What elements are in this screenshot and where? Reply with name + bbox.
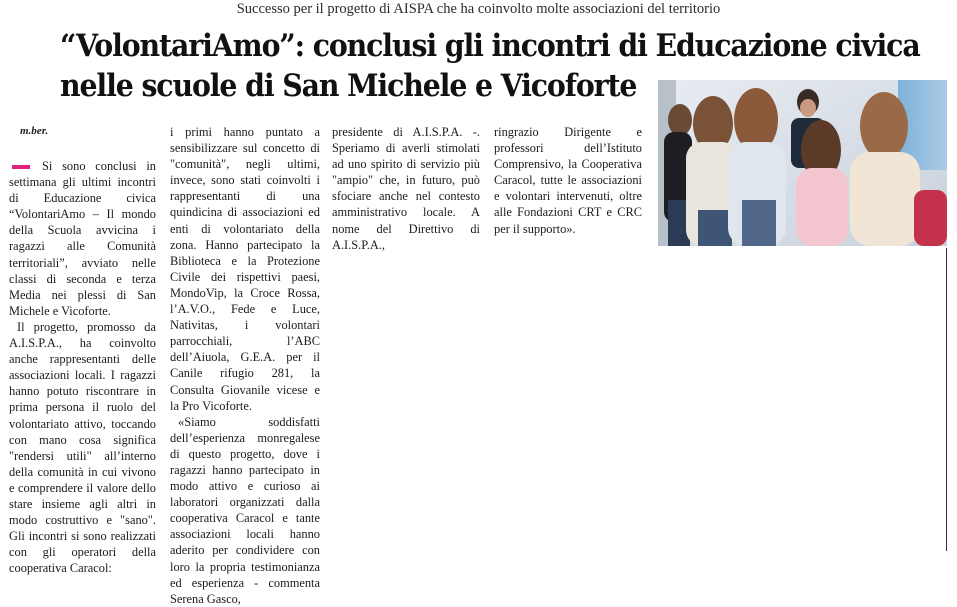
column-rule: [946, 248, 947, 551]
column-3-paragraph-1: presidente di A.I.S.P.A. -. Speriamo di averli stimolati ad uno spirito di servizio più "ampio" che, in futuro, può sfociare anche nel contesto amministrativo locale. A nome del Direttivo di A.I.S.P.A.,: [332, 125, 480, 252]
lead-marker: [12, 165, 30, 169]
author-byline: m.ber.: [20, 125, 49, 137]
students-photo-illustration: [658, 80, 947, 246]
article-column-4: [494, 124, 642, 237]
article-photo: [658, 80, 947, 246]
column-1-paragraph-1-text: Si sono conclusi in settimana gli ultimi incontri di Educazione civica “VolontariAmo – Il mondo della Scuola avvicina i ragazzi alle Comunità territoriali”, avviato nelle classi di seconda e terza Media nei plessi di San Michele e Vicoforte.: [9, 159, 156, 318]
column-4-paragraph-1: ringrazio Dirigente e professori dell’Istituto Comprensivo, la Cooperativa Caracol, tutte le associazioni e volontari intervenuti, oltre alle Fondazioni CRT e CRC per il supporto».: [494, 125, 642, 236]
article-column-2: [170, 124, 320, 607]
column-1-paragraph-1: [9, 158, 156, 319]
article-column-1: [9, 158, 156, 576]
headline-line-1: “VolontariAmo”: conclusi gli incontri di Educazione civica: [60, 28, 920, 64]
article-column-3: [332, 124, 480, 253]
kicker: Successo per il progetto di AISPA che ha coinvolto molte associazioni del territorio: [236, 1, 721, 17]
column-2-paragraph-2: «Siamo soddisfatti dell’esperienza monregalese di questo progetto, dove i ragazzi hanno partecipato in modo attivo e curioso ai laboratori organizzati dalla cooperativa Caracol e tante associazioni locali hanno aderito per condividere con loro la propria testimonianza ed esperienza - commenta Serena Gasco,: [170, 414, 320, 606]
column-2-paragraph-1: i primi hanno puntato a sensibilizzare sul concetto di "comunità", negli ultimi, invece, sono stati coinvolti i rappresentanti di una quindicina di associazioni ed enti di volontariato della zona. Hanno partecipato la Biblioteca e la Protezione Civile dei rispettivi paesi, MondoVip, la Croce Rossa, l’A.V.O., Fede e Luce, Nativitas, i volontari parrocchiali, l’ABC dell’Aiuola, G.E.A. per il Canile rifugio 281, la Consulta Giovanile vicese e la Pro Vicoforte.: [170, 125, 320, 413]
headline-line-2: nelle scuole di San Michele e Vicoforte: [60, 68, 637, 104]
column-1-paragraph-2: Il progetto, promosso da A.I.S.P.A., ha coinvolto anche rappresentanti delle associazioni locali. I ragazzi hanno potuto riscontrare in prima persona il ruolo del volontariato attivo, toccando con mano cosa significa "rendersi utili" all’interno della comunità in cui vivono e comprendere il valore dello stare insieme agli altri in modo costruttivo e "sano". Gli incontri si sono realizzati con gli operatori della cooperativa Caracol:: [9, 319, 156, 576]
